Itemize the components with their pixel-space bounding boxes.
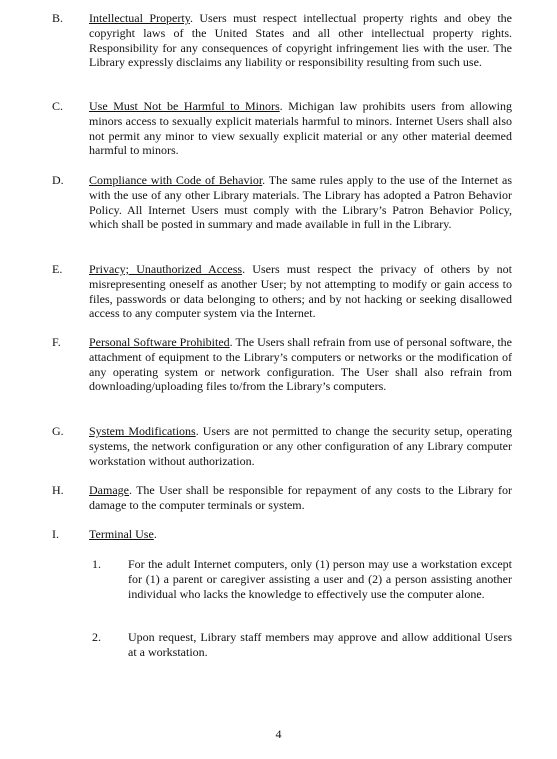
section-paragraph [89,99,512,158]
subitem-number: 1. [92,557,101,571]
subitem-text: For the adult Internet computers, only (1) person may use a workstation except for (1) a parent or caregiver assisting a user and (2) a person assisting another individual who lacks the knowledge to effectively use the computer alone. [128,557,512,601]
section-heading: Use Must Not be Harmful to Minors [89,99,280,113]
section-paragraph [89,173,512,232]
section-body: . The same rules apply to the use of the Internet as with the use of any other Library materials. The Library has adopted a Patron Behavior Policy. All Internet Users must comply with the Library’s Patron Behavior Policy, which shall be posted in summary and made available in full in the Library. [89,173,512,232]
section-paragraph [89,11,512,70]
section-letter: I. [52,527,59,541]
section-heading: Intellectual Property [89,11,190,25]
section-heading: Privacy; Unauthorized Access [89,262,243,276]
section-heading: Compliance with Code of Behavior [89,173,263,187]
page-number: 4 [275,727,282,741]
section-paragraph [89,483,512,513]
section-heading: Terminal Use [89,527,154,541]
section-letter: B. [52,11,64,25]
section-letter: E. [52,262,63,276]
section-letter: C. [52,99,64,113]
section-body: . Users must respect intellectual property rights and obey the copyright laws of the United States and all other intellectual property rights. Responsibility for any consequences of copyright infringement lies with the user. The Library expressly disclaims any liability or responsibility resulting from such use. [89,11,512,70]
subitem-text: Upon request, Library staff members may approve and allow additional Users at a workstation. [128,630,512,659]
section-body: . [153,527,157,541]
section-letter: H. [52,483,64,497]
subitem-number: 2. [92,630,101,644]
section-paragraph [89,262,512,321]
section-body: . The User shall be responsible for repayment of any costs to the Library for damage to the computer terminals or system. [89,483,512,512]
section-paragraph [89,424,512,468]
section-letter: G. [52,424,64,438]
section-paragraph [89,335,512,394]
section-paragraph [89,527,512,542]
section-body: . Users must respect the privacy of others by not misrepresenting oneself as another User; by not attempting to modify or gain access to files, passwords or data belonging to others; and by not hacking or seeking disallowed access to any computer system via the Internet. [89,262,512,321]
section-letter: F. [52,335,61,349]
section-heading: Damage [89,483,129,497]
section-body: . The Users shall refrain from use of personal software, the attachment of equipment to the Library’s computers or networks or the modification of any operating system or network configuration. The User shall also refrain from downloading/uploading files to/from the Library’s computers. [89,335,513,394]
section-body: . Michigan law prohibits users from allowing minors access to sexually explicit materials harmful to minors. Internet Users shall also not permit any minor to view sexually explicit material or any other material deemed harmful to minors. [89,99,512,158]
section-heading: Personal Software Prohibited [89,335,230,349]
section-body: . Users are not permitted to change the security setup, operating systems, the network configuration or any other configuration of any Library computer workstation without authorization. [89,424,512,468]
section-letter: D. [52,173,64,187]
section-heading: System Modifications [89,424,196,438]
